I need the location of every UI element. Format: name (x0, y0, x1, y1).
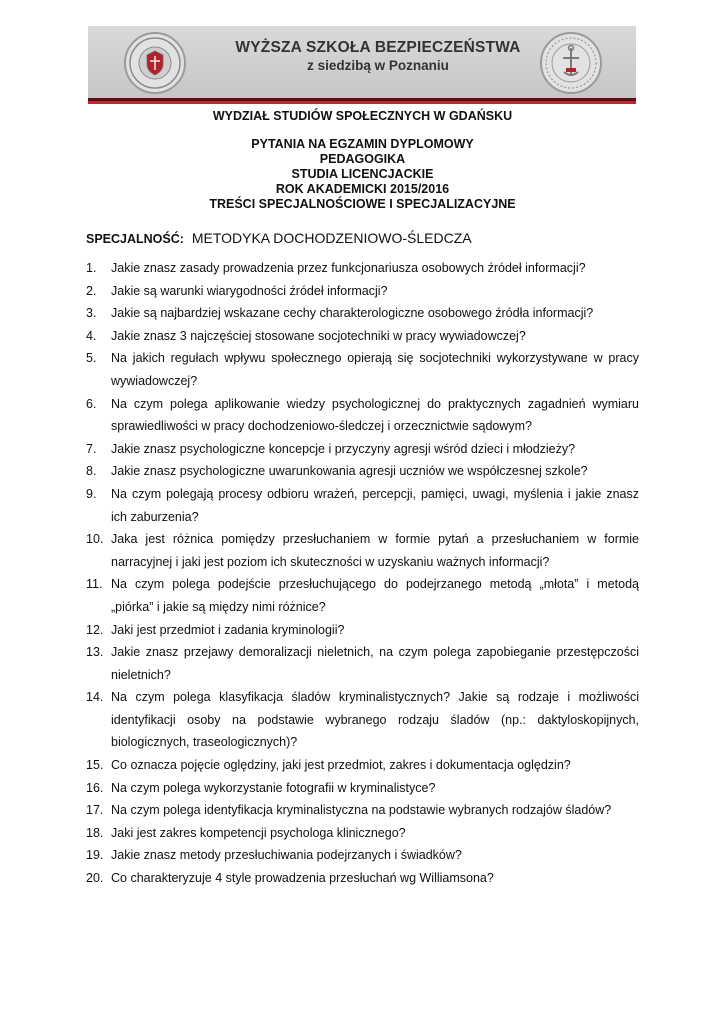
school-name: WYŻSZA SZKOŁA BEZPIECZEŃSTWA (235, 39, 521, 56)
question-number: 1. (86, 261, 97, 275)
question-number: 6. (86, 396, 97, 411)
school-seal-logo (124, 32, 186, 94)
question-item (86, 867, 639, 890)
question-item (86, 573, 639, 618)
question-text: Jakie znasz metody przesłuchiwania podejrzanych i świadków? (111, 848, 462, 863)
question-text: Na czym polegają procesy odbioru wrażeń, percepcji, pamięci, uwagi, myślenia i jakie znasz ich zaburzenia? (111, 486, 639, 524)
question-number: 4. (86, 328, 97, 343)
question-item (86, 754, 639, 777)
question-item (86, 844, 639, 867)
specialization (86, 230, 646, 246)
question-item (86, 619, 639, 642)
question-item (86, 280, 639, 303)
question-text: Jakie są warunki wiarygodności źródeł informacji? (111, 283, 388, 298)
exam-headings (0, 137, 725, 212)
faculty-title: WYDZIAŁ STUDIÓW SPOŁECZNYCH W GDAŃSKU (212, 109, 513, 123)
question-text: Co oznacza pojęcie oględziny, jaki jest przedmiot, zakres i dokumentacja oględzin? (111, 758, 571, 773)
question-list (86, 257, 639, 890)
question-number: 8. (86, 464, 97, 479)
question-text: Na czym polega aplikowanie wiedzy psychologicznej do praktycznych zagadnień wymiaru sprawiedliwości w pracy dochodzeniowo-śledczej i orzecznictwie sądowym? (111, 396, 639, 434)
emblem-logo (540, 32, 602, 94)
specialization-value: METODYKA DOCHODZENIOWO-ŚLEDCZA (191, 230, 472, 246)
question-item (86, 822, 639, 845)
question-item (86, 641, 639, 686)
question-number: 19. (86, 848, 104, 863)
question-item (86, 347, 639, 392)
question-text: Jakie znasz przejawy demoralizacji nieletnich, na czym polega zapobieganie przestępczości nieletnich? (111, 645, 639, 682)
question-item (86, 799, 639, 822)
question-text: Jakie znasz zasady prowadzenia przez funkcjonariusza osobowych źródeł informacji? (111, 261, 586, 275)
question-number: 14. (86, 690, 104, 705)
question-text: Na jakich regułach wpływu społecznego opierają się socjotechniki wykorzystywane w pracy wywiadowczej? (111, 351, 639, 388)
specialization-label: SPECJALNOŚĆ: (86, 232, 184, 246)
question-text: Jakie znasz psychologiczne koncepcje i przyczyny agresji wśród dzieci i młodzieży? (111, 441, 576, 456)
heading-line: STUDIA LICENCJACKIE (291, 167, 434, 181)
question-item (86, 325, 639, 348)
question-number: 17. (86, 803, 104, 818)
question-number: 16. (86, 780, 104, 795)
question-number: 13. (86, 645, 104, 660)
question-item (86, 777, 639, 800)
question-item (86, 460, 639, 483)
question-number: 3. (86, 306, 97, 321)
question-text: Co charakteryzuje 4 style prowadzenia przesłuchań wg Williamsona? (111, 871, 494, 886)
question-number: 20. (86, 871, 104, 886)
heading-line: PYTANIA NA EGZAMIN DYPLOMOWY (251, 137, 474, 151)
question-text: Jakie znasz psychologiczne uwarunkowania agresji uczniów we współczesnej szkole? (111, 464, 588, 479)
question-text: Jakie są najbardziej wskazane cechy charakterologiczne osobowego źródła informacji? (111, 306, 594, 321)
question-number: 12. (86, 622, 104, 637)
question-text: Jaki jest przedmiot i zadania kryminologii? (111, 622, 345, 637)
question-text: Na czym polega podejście przesłuchującego do podejrzanego metodą „młota” i metodą „piórka” i jakie są między nimi różnice? (111, 577, 639, 614)
question-text: Jakie znasz 3 najczęściej stosowane socjotechniki w pracy wywiadowczej? (111, 328, 526, 343)
heading-line: ROK AKADEMICKI 2015/2016 (275, 182, 450, 196)
question-number: 11. (86, 577, 103, 592)
question-number: 5. (86, 351, 97, 366)
question-number: 10. (86, 532, 104, 547)
question-item (86, 302, 639, 325)
question-item (86, 393, 639, 438)
heading-line: PEDAGOGIKA (319, 152, 406, 166)
header-divider (88, 98, 636, 104)
question-text: Na czym polega identyfikacja kryminalistyczna na podstawie wybranych rodzajów śladów? (111, 803, 612, 818)
school-location: z siedzibą w Poznaniu (307, 58, 449, 73)
question-number: 7. (86, 441, 97, 456)
question-item (86, 528, 639, 573)
question-item (86, 483, 639, 528)
header-banner (88, 26, 636, 100)
question-text: Na czym polega klasyfikacja śladów kryminalistycznych? Jakie są rodzaje i możliwości identyfikacji osoby na podstawie wybranego rodzaju śladów (np.: daktyloskopijnych, biologicznych, traseologicznych)? (111, 690, 639, 750)
question-number: 15. (86, 758, 104, 773)
question-number: 2. (86, 283, 97, 298)
question-item (86, 438, 639, 461)
question-number: 18. (86, 825, 104, 840)
question-item (86, 686, 639, 754)
question-item (86, 257, 639, 280)
question-text: Na czym polega wykorzystanie fotografii w kryminalistyce? (111, 780, 436, 795)
heading-line: TREŚCI SPECJALNOŚCIOWE I SPECJALIZACYJNE (209, 197, 516, 211)
question-number: 9. (86, 486, 97, 501)
question-text: Jaki jest zakres kompetencji psychologa klinicznego? (111, 825, 406, 840)
question-text: Jaka jest różnica pomiędzy przesłuchaniem w formie pytań a przesłuchaniem w formie narracyjnej i jaki jest poziom ich skuteczności w uzyskaniu ważnych informacji? (111, 532, 639, 569)
